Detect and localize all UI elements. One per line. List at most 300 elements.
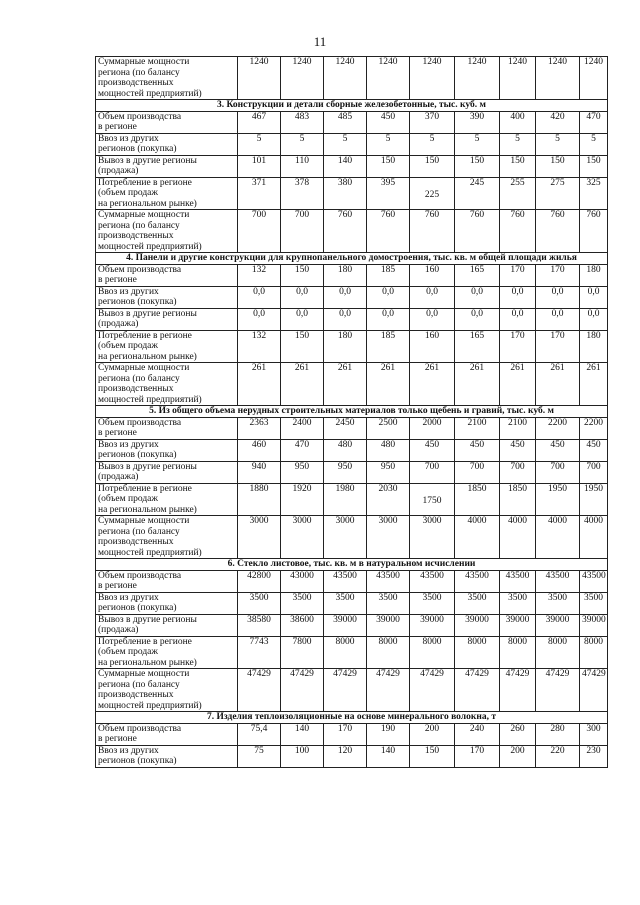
row-label [96,330,238,363]
value-text: 261 [251,363,267,373]
value-cell [455,669,500,712]
row-label [96,516,238,559]
value-text: 261 [550,363,565,373]
value-text: 2200 [584,417,603,428]
value-text: 3500 [508,592,527,603]
value-cell [324,133,367,155]
value-text: 380 [337,177,353,188]
value-cell [324,177,367,210]
row-label [96,669,238,712]
value-cell [238,330,281,363]
value-text: 1850 [508,483,527,494]
value-cell [580,592,608,614]
row-label-line: мощностей предприятий) [98,547,202,558]
value-cell [367,330,410,363]
value-cell [500,155,536,177]
value-text: 47429 [465,669,489,679]
row-label-line: мощностей предприятий) [98,241,202,252]
value-text: 170 [550,330,565,341]
row-label-line: региона (по балансу [98,67,180,78]
value-text: 43500 [376,570,400,581]
value-cell [324,417,367,439]
value-text: 261 [337,363,353,373]
value-text: 1240 [422,57,442,67]
row-label-line: регионов (покупка) [98,450,177,460]
row-label [96,111,238,133]
value-cell [281,745,324,767]
table-row [96,133,608,155]
row-label [96,723,238,745]
value-cell [367,111,410,133]
value-cell [580,417,608,439]
value-cell [410,592,455,614]
value-cell [410,177,455,210]
value-text: 3000 [292,516,312,526]
value-cell [367,177,410,210]
value-text: 2100 [508,417,527,428]
value-cell [580,308,608,330]
table-row [96,669,608,712]
value-cell [367,636,410,669]
value-cell [580,745,608,767]
value-text: 8000 [378,636,398,647]
value-text: 700 [510,461,525,472]
value-text: 450 [550,439,565,450]
table-row [96,461,608,483]
value-text: 0,0 [471,286,483,297]
value-text: 220 [550,745,565,756]
value-text: 4000 [584,516,603,526]
value-text: 8000 [335,636,355,647]
value-text: 7743 [249,636,269,647]
table-row [96,155,608,177]
row-label-line: в регионе [98,122,137,132]
value-text: 1240 [249,57,269,67]
value-cell [281,439,324,461]
value-cell [367,592,410,614]
value-text: 42800 [247,570,271,581]
value-cell [281,483,324,516]
value-text: 8000 [548,636,567,647]
row-label-line: на региональном рынке) [98,657,197,668]
value-text: 3500 [548,592,567,603]
value-text: 200 [424,723,440,734]
value-cell [238,155,281,177]
value-cell [580,461,608,483]
value-text: 110 [295,155,309,166]
value-cell [455,417,500,439]
row-label-line: в регионе [98,581,137,591]
table-row [96,330,608,363]
value-text: 0,0 [471,308,483,319]
row-label [96,286,238,308]
value-text: 47429 [290,669,314,679]
value-text: 261 [586,363,601,373]
row-label-line: Вывоз в другие регионы [98,461,197,472]
table-row [96,111,608,133]
value-cell [455,111,500,133]
row-label [96,155,238,177]
row-label-line: региона (по балансу [98,373,180,384]
value-cell [580,669,608,712]
value-text: 760 [337,210,353,220]
value-cell [324,286,367,308]
value-text: 1240 [378,57,398,67]
value-text: 3000 [422,516,442,526]
row-label [96,461,238,483]
row-label-line: (объем продаж [98,188,158,198]
row-label-line: Ввоз из других [98,745,159,756]
value-cell [324,210,367,253]
value-text: 485 [337,111,353,122]
value-text: 480 [337,439,353,450]
value-cell [455,745,500,767]
row-label-line: Суммарные мощности [98,210,190,220]
value-text: 0,0 [382,286,394,297]
value-text: 150 [510,155,525,166]
value-cell [410,133,455,155]
value-text: 150 [550,155,565,166]
value-cell [410,439,455,461]
value-text: 47429 [420,669,444,679]
table-row [96,516,608,559]
value-cell [536,308,580,330]
value-cell [455,308,500,330]
value-text: 170 [510,264,525,275]
value-text: 371 [251,177,267,188]
table-row [96,417,608,439]
value-cell [455,363,500,406]
value-text: 2100 [467,417,487,428]
value-text: 700 [424,461,440,472]
section-header-row [96,559,608,571]
value-text: 1240 [508,57,527,67]
value-text: 200 [510,745,525,756]
value-text: 450 [380,111,396,122]
value-cell [324,330,367,363]
row-label-line: регионов (покупка) [98,144,177,154]
value-cell [500,133,536,155]
value-text: 165 [469,264,485,275]
value-text: 950 [337,461,353,472]
row-label [96,614,238,636]
value-text: 240 [469,723,485,734]
row-label-line: (объем продаж [98,341,158,351]
value-cell [500,614,536,636]
value-cell [410,111,455,133]
value-cell [580,614,608,636]
row-label-line: Суммарные мощности [98,516,190,526]
value-cell [238,177,281,210]
value-text: 43000 [290,570,314,581]
value-cell [281,461,324,483]
value-cell [324,516,367,559]
value-text: 170 [510,330,525,341]
row-label [96,57,238,100]
value-cell [580,439,608,461]
value-cell [500,417,536,439]
row-label-line: региона (по балансу [98,220,180,231]
value-cell [536,363,580,406]
row-label-line: (объем продаж [98,494,158,504]
value-cell [238,461,281,483]
row-label-line: (продажа) [98,472,139,482]
value-cell [500,461,536,483]
value-text: 140 [380,745,396,756]
row-label-line: Вывоз в другие регионы [98,614,197,625]
value-cell [367,363,410,406]
value-text: 1240 [335,57,355,67]
row-label-line: Ввоз из других [98,439,159,450]
value-text: 39000 [582,614,606,625]
value-text: 450 [510,439,525,450]
value-cell [367,461,410,483]
value-text: 700 [251,210,267,220]
row-label-line: регионов (покупка) [98,756,177,766]
value-text: 3000 [335,516,355,526]
value-text: 260 [510,723,525,734]
row-label-line: Объем производства [98,723,182,734]
row-label-line: производственных [98,384,174,394]
value-text: 5 [474,133,480,144]
value-cell [410,723,455,745]
row-label-line: регионов (покупка) [98,297,177,307]
value-cell [238,439,281,461]
value-text: 225 [424,189,440,200]
value-cell [367,155,410,177]
table-row [96,592,608,614]
value-cell [281,669,324,712]
value-cell [324,439,367,461]
value-text: 4000 [548,516,567,526]
row-label-line: на региональном рынке) [98,198,197,209]
value-text: 5 [299,133,305,144]
value-text: 3500 [584,592,603,603]
value-cell [238,111,281,133]
section-header-row [96,406,608,418]
value-cell [536,570,580,592]
value-cell [324,483,367,516]
value-text: 132 [251,330,267,341]
value-text: 39000 [333,614,357,625]
value-cell [281,264,324,286]
value-text: 180 [337,264,353,275]
value-text: 470 [294,439,310,450]
value-cell [324,614,367,636]
value-cell [281,308,324,330]
value-cell [536,669,580,712]
value-text: 460 [251,439,267,450]
value-cell [536,439,580,461]
value-cell [500,57,536,100]
value-text: 378 [294,177,310,188]
value-cell [410,745,455,767]
value-cell [410,636,455,669]
value-cell [281,723,324,745]
value-cell [455,330,500,363]
value-cell [500,264,536,286]
value-text: 150 [424,745,440,756]
table-row [96,286,608,308]
value-cell [281,592,324,614]
section-title: 4. Панели и другие конструкции для крупнопанельного домостроения, тыс. кв. м общей площади жилья [96,253,608,265]
value-text: 470 [586,111,601,122]
value-text: 760 [380,210,396,220]
value-cell [536,210,580,253]
value-text: 760 [469,210,485,220]
value-text: 483 [294,111,310,122]
value-text: 480 [380,439,396,450]
row-label-line: Ввоз из других [98,133,159,144]
value-cell [536,614,580,636]
value-cell [281,417,324,439]
value-cell [238,614,281,636]
value-text: 47429 [582,669,606,679]
row-label-line: Объем производства [98,111,182,122]
row-label [96,570,238,592]
value-cell [455,483,500,516]
value-cell [580,516,608,559]
value-text: 75,4 [250,723,268,734]
value-text: 300 [586,723,601,734]
row-label-line: Суммарные мощности [98,57,190,67]
row-label-line: Объем производства [98,570,182,581]
value-text: 47429 [505,669,530,679]
value-cell [536,723,580,745]
value-cell [500,286,536,308]
value-cell [367,669,410,712]
value-text: 39000 [545,614,570,625]
value-text: 370 [424,111,440,122]
value-cell [536,417,580,439]
value-text: 390 [469,111,485,122]
row-label-line: на региональном рынке) [98,504,197,515]
value-text: 261 [469,363,485,373]
value-text: 140 [337,155,353,166]
value-cell [455,155,500,177]
value-text: 150 [380,155,396,166]
row-label-line: в регионе [98,428,137,438]
value-text: 0,0 [551,308,564,319]
value-text: 450 [469,439,485,450]
section-header-row [96,712,608,724]
value-text: 165 [469,330,485,341]
value-cell [410,155,455,177]
value-text: 100 [294,745,310,756]
value-text: 150 [586,155,601,166]
value-cell [238,745,281,767]
value-cell [455,57,500,100]
row-label-line: мощностей предприятий) [98,88,202,99]
value-cell [367,264,410,286]
value-text: 950 [294,461,310,472]
value-text: 3500 [292,592,312,603]
value-cell [238,308,281,330]
value-text: 760 [424,210,440,220]
value-cell [580,210,608,253]
value-text: 2500 [378,417,398,428]
value-cell [455,439,500,461]
row-label [96,308,238,330]
value-cell [410,570,455,592]
row-label-line: Ввоз из других [98,286,159,297]
value-text: 5 [385,133,391,144]
value-cell [238,723,281,745]
row-label-line: (объем продаж [98,647,158,657]
value-text: 47429 [376,669,400,679]
value-text: 3500 [467,592,487,603]
value-cell [455,723,500,745]
row-label-line: Потребление в регионе [98,330,192,341]
row-label-line: на региональном рынке) [98,351,197,362]
value-cell [238,592,281,614]
row-label [96,210,238,253]
value-cell [410,308,455,330]
value-text: 2450 [335,417,355,428]
value-text: 1240 [292,57,312,67]
table-row [96,177,608,210]
value-cell [238,417,281,439]
value-text: 1750 [422,495,442,506]
value-cell [238,636,281,669]
value-text: 190 [380,723,396,734]
value-cell [536,286,580,308]
value-text: 0,0 [339,286,351,297]
value-text: 1880 [249,483,269,494]
value-cell [324,723,367,745]
value-cell [281,330,324,363]
value-cell [238,264,281,286]
value-text: 43500 [505,570,530,581]
value-cell [238,570,281,592]
value-cell [500,745,536,767]
value-cell [455,461,500,483]
value-text: 0,0 [511,308,524,319]
value-cell [238,210,281,253]
value-cell [367,57,410,100]
value-cell [367,745,410,767]
value-cell [580,483,608,516]
value-text: 5 [555,133,560,144]
value-cell [455,636,500,669]
value-text: 1240 [467,57,487,67]
value-text: 39000 [505,614,530,625]
value-text: 3000 [378,516,398,526]
value-text: 261 [510,363,525,373]
value-cell [455,570,500,592]
value-cell [324,669,367,712]
section-title: 3. Конструкции и детали сборные железобетонные, тыс. куб. м [96,100,608,112]
row-label [96,363,238,406]
value-text: 5 [256,133,262,144]
value-cell [536,745,580,767]
row-label-line: производственных [98,231,174,241]
value-text: 1950 [548,483,567,494]
value-text: 8000 [508,636,527,647]
value-cell [500,669,536,712]
row-label [96,264,238,286]
row-label-line: мощностей предприятий) [98,700,202,711]
value-text: 325 [586,177,601,188]
value-text: 150 [424,155,440,166]
value-cell [238,483,281,516]
value-text: 261 [424,363,440,373]
value-cell [281,363,324,406]
value-text: 3000 [249,516,269,526]
value-cell [536,483,580,516]
value-cell [367,483,410,516]
value-text: 120 [337,745,353,756]
